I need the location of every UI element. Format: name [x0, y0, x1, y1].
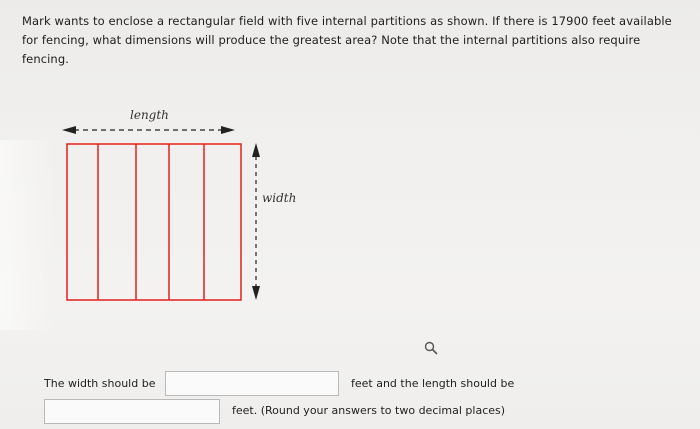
field-boundary — [67, 144, 241, 300]
width-label: width — [262, 191, 297, 205]
length-answer-input[interactable] — [44, 399, 220, 424]
question-text: Mark wants to enclose a rectangular field with five internal partitions as shown. If there is 17900 feet available for fencing, what dimensions will produce the greatest area? Note that the internal partitions also require fencing. — [22, 14, 672, 66]
length-arrow — [62, 126, 235, 134]
search-icon[interactable] — [424, 341, 438, 355]
width-prompt: The width should be — [44, 377, 156, 390]
width-answer-input[interactable] — [165, 371, 339, 396]
round-instruction: feet. (Round your answers to two decimal places) — [232, 404, 506, 417]
length-label: length — [130, 108, 169, 122]
internal-partitions — [98, 144, 204, 300]
length-prompt: feet and the length should be — [351, 377, 515, 390]
width-arrow — [252, 143, 260, 300]
